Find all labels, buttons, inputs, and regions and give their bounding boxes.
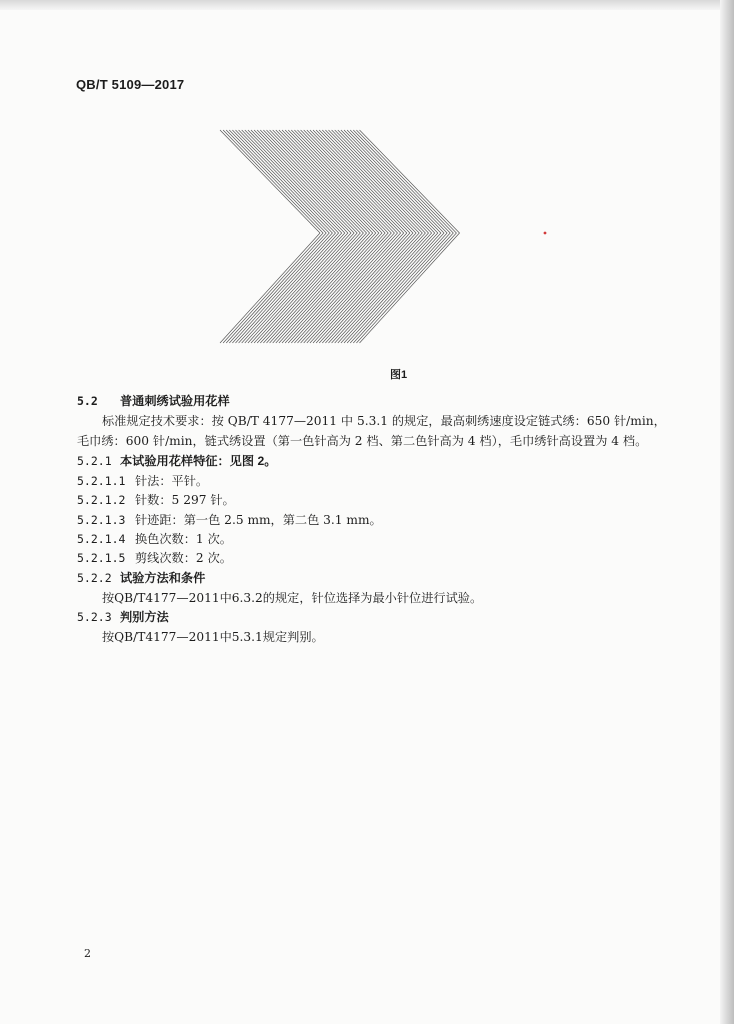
clause-5-2-1-4 (77, 531, 232, 547)
page-top-edge (0, 0, 734, 10)
clause-number: 5.2.1.3 (77, 513, 126, 527)
document-header: QB/T 5109—2017 (76, 77, 185, 92)
section-number: 5.2.2 (77, 571, 112, 585)
section-number: 5.2 (77, 394, 98, 408)
section-5-2-2-heading (77, 570, 205, 586)
clause-text: 针数：5 297 针。 (135, 493, 235, 507)
section-5-2-3-heading (77, 609, 169, 625)
clause-number: 5.2.1.4 (77, 532, 126, 546)
paragraph-line: 毛巾绣：600 针/min，链式绣设置（第一色针高为 2 档、第二色针高为 4 档），毛巾绣针高设置为 4 档。 (77, 434, 648, 448)
clause-5-2-1-2 (77, 492, 235, 508)
section-number: 5.2.3 (77, 610, 112, 624)
clause-text: 剪线次数：2 次。 (135, 551, 232, 565)
stitch-lines (220, 130, 460, 343)
figure-caption: 图1 (390, 369, 408, 381)
page-right-edge (720, 0, 734, 1024)
section-title: 本试验用花样特征：见图 2。 (120, 454, 277, 468)
clause-text: 针法：平针。 (135, 474, 209, 488)
paragraph-line: 标准规定技术要求：按 QB/T 4177—2011 中 5.3.1 的规定，最高刺绣速度设定链式绣：650 针/min， (102, 414, 666, 428)
clause-text: 针迹距：第一色 2.5 mm，第二色 3.1 mm。 (135, 513, 382, 527)
clause-number: 5.2.1.1 (77, 474, 126, 488)
section-title: 试验方法和条件 (120, 571, 206, 585)
section-number: 5.2.1 (77, 454, 112, 468)
chevron-stitch-figure (210, 125, 550, 350)
clause-5-2-1-1 (77, 473, 208, 489)
section-title: 判别方法 (120, 610, 169, 624)
section-title: 普通刺绣试验用花样 (120, 394, 230, 408)
paragraph-line: 按QB/T4177—2011中6.3.2的规定，针位选择为最小针位进行试验。 (102, 591, 483, 605)
clause-number: 5.2.1.2 (77, 493, 126, 507)
clause-5-2-1-3 (77, 512, 382, 528)
stitch-start-marker (544, 232, 547, 235)
clause-text: 换色次数：1 次。 (135, 532, 232, 546)
page-number: 2 (84, 947, 91, 960)
clause-number: 5.2.1.5 (77, 551, 126, 565)
clause-5-2-1-5 (77, 550, 232, 566)
section-5-2-heading (77, 393, 230, 409)
paragraph-line: 按QB/T4177—2011中5.3.1规定判别。 (102, 630, 324, 644)
section-5-2-1-heading (77, 453, 276, 469)
